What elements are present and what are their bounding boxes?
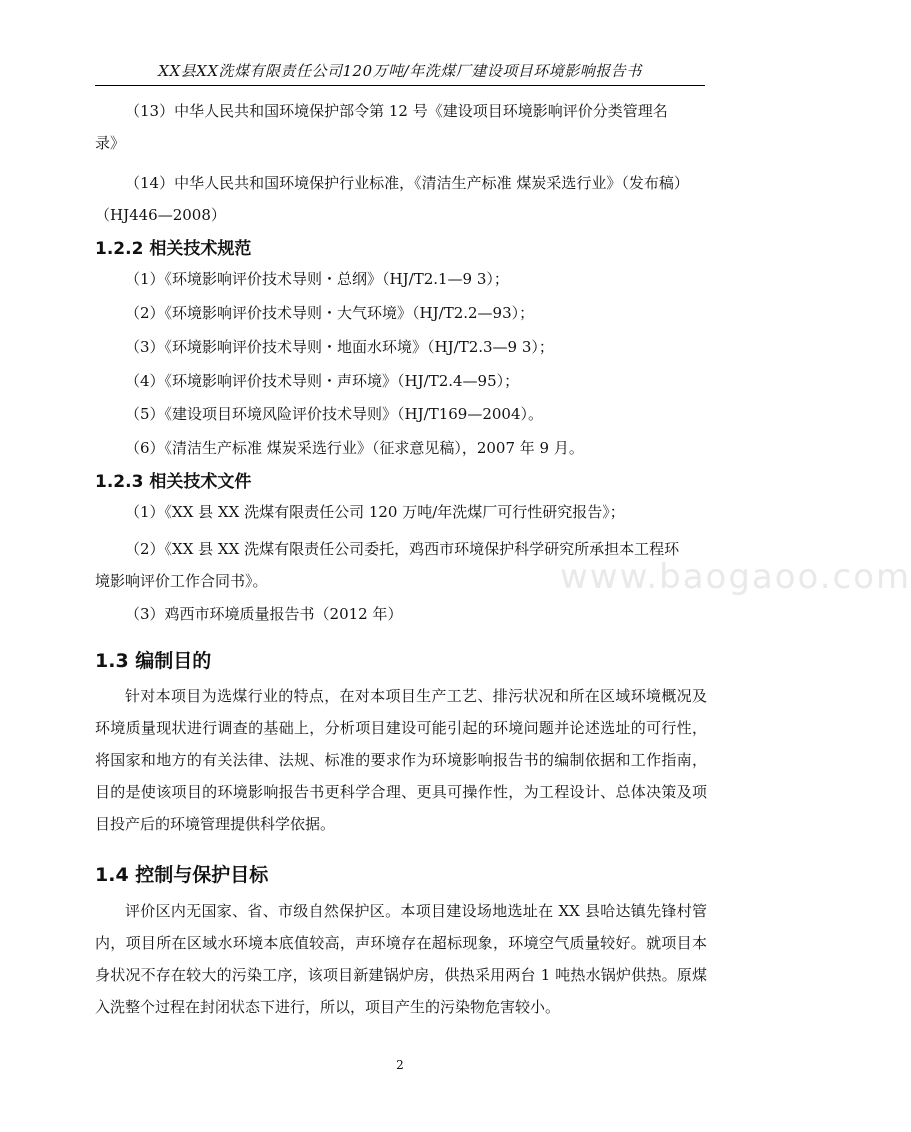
- spec-item-5: （5）《建设项目环境风险评价技术导则》（HJ/T169—2004）。: [125, 405, 544, 423]
- section-heading-1-4: 1.4 控制与保护目标: [95, 864, 269, 886]
- section-heading-1-3: 1.3 编制目的: [95, 650, 212, 672]
- spec-item-1: （1）《环境影响评价技术导则・总纲》（HJ/T2.1—9 3）；: [125, 270, 509, 288]
- regulation-item-14-line2: （HJ446—2008）: [95, 206, 226, 224]
- running-header: XX县XX洗煤有限责任公司120万吨/年洗煤厂建设项目环境影响报告书: [158, 62, 642, 80]
- regulation-item-13-line2: 录》: [95, 134, 126, 152]
- watermark: www.baogaoo.com: [560, 557, 911, 597]
- regulation-item-13-line1: （13）中华人民共和国环境保护部令第 12 号《建设项目环境影响评价分类管理名: [125, 102, 668, 120]
- tech-doc-item-2-line1: （2）《XX 县 XX 洗煤有限责任公司委托，鸡西市环境保护科学研究所承担本工程环: [125, 540, 680, 558]
- spec-item-6: （6）《清洁生产标准 煤炭采选行业》（征求意见稿），2007 年 9 月。: [125, 439, 584, 457]
- regulation-item-14-line1: （14）中华人民共和国环境保护行业标准，《清洁生产标准 煤炭采选行业》（发布稿）: [125, 174, 689, 192]
- tech-doc-item-1: （1）《XX 县 XX 洗煤有限责任公司 120 万吨/年洗煤厂可行性研究报告》；: [125, 503, 625, 521]
- spec-item-2: （2）《环境影响评价技术导则・大气环境》（HJ/T2.2—93）；: [125, 304, 535, 322]
- section-heading-1-2-3: 1.2.3 相关技术文件: [95, 472, 252, 492]
- spec-item-4: （4）《环境影响评价技术导则・声环境》（HJ/T2.4—95）；: [125, 372, 520, 390]
- section-1-3-paragraph: 针对本项目为选煤行业的特点，在对本项目生产工艺、排污状况和所在区域环境概况及环境质量现状进行调查的基础上，分析项目建设可能引起的环境问题并论述选址的可行性，将国家和地方的有关法律、法规、标准的要求作为环境影响报告书的编制依据和工作指南，目的是使该项目的环境影响报告书更科学合理、更具可操作性，为工程设计、总体决策及项目投产后的环境管理提供科学依据。: [95, 687, 707, 833]
- tech-doc-item-3: （3）鸡西市环境质量报告书（2012 年）: [125, 605, 403, 623]
- section-1-4-paragraph: 评价区内无国家、省、市级自然保护区。本项目建设场地选址在 XX 县哈达镇先锋村管内，项目所在区域水环境本底值较高，声环境存在超标现象，环境空气质量较好。就项目本身状况不存在较大的污染工序，该项目新建锅炉房，供热采用两台 1 吨热水锅炉供热。原煤入洗整个过程在封闭状态下进行，所以，项目产生的污染物危害较小。: [95, 902, 707, 1016]
- page-number: 2: [396, 1058, 404, 1072]
- spec-item-3: （3）《环境影响评价技术导则・地面水环境》（HJ/T2.3—9 3）；: [125, 338, 554, 356]
- section-heading-1-2-2: 1.2.2 相关技术规范: [95, 239, 252, 259]
- header-rule: [95, 85, 705, 86]
- tech-doc-item-2-line2: 境影响评价工作合同书》。: [95, 572, 268, 590]
